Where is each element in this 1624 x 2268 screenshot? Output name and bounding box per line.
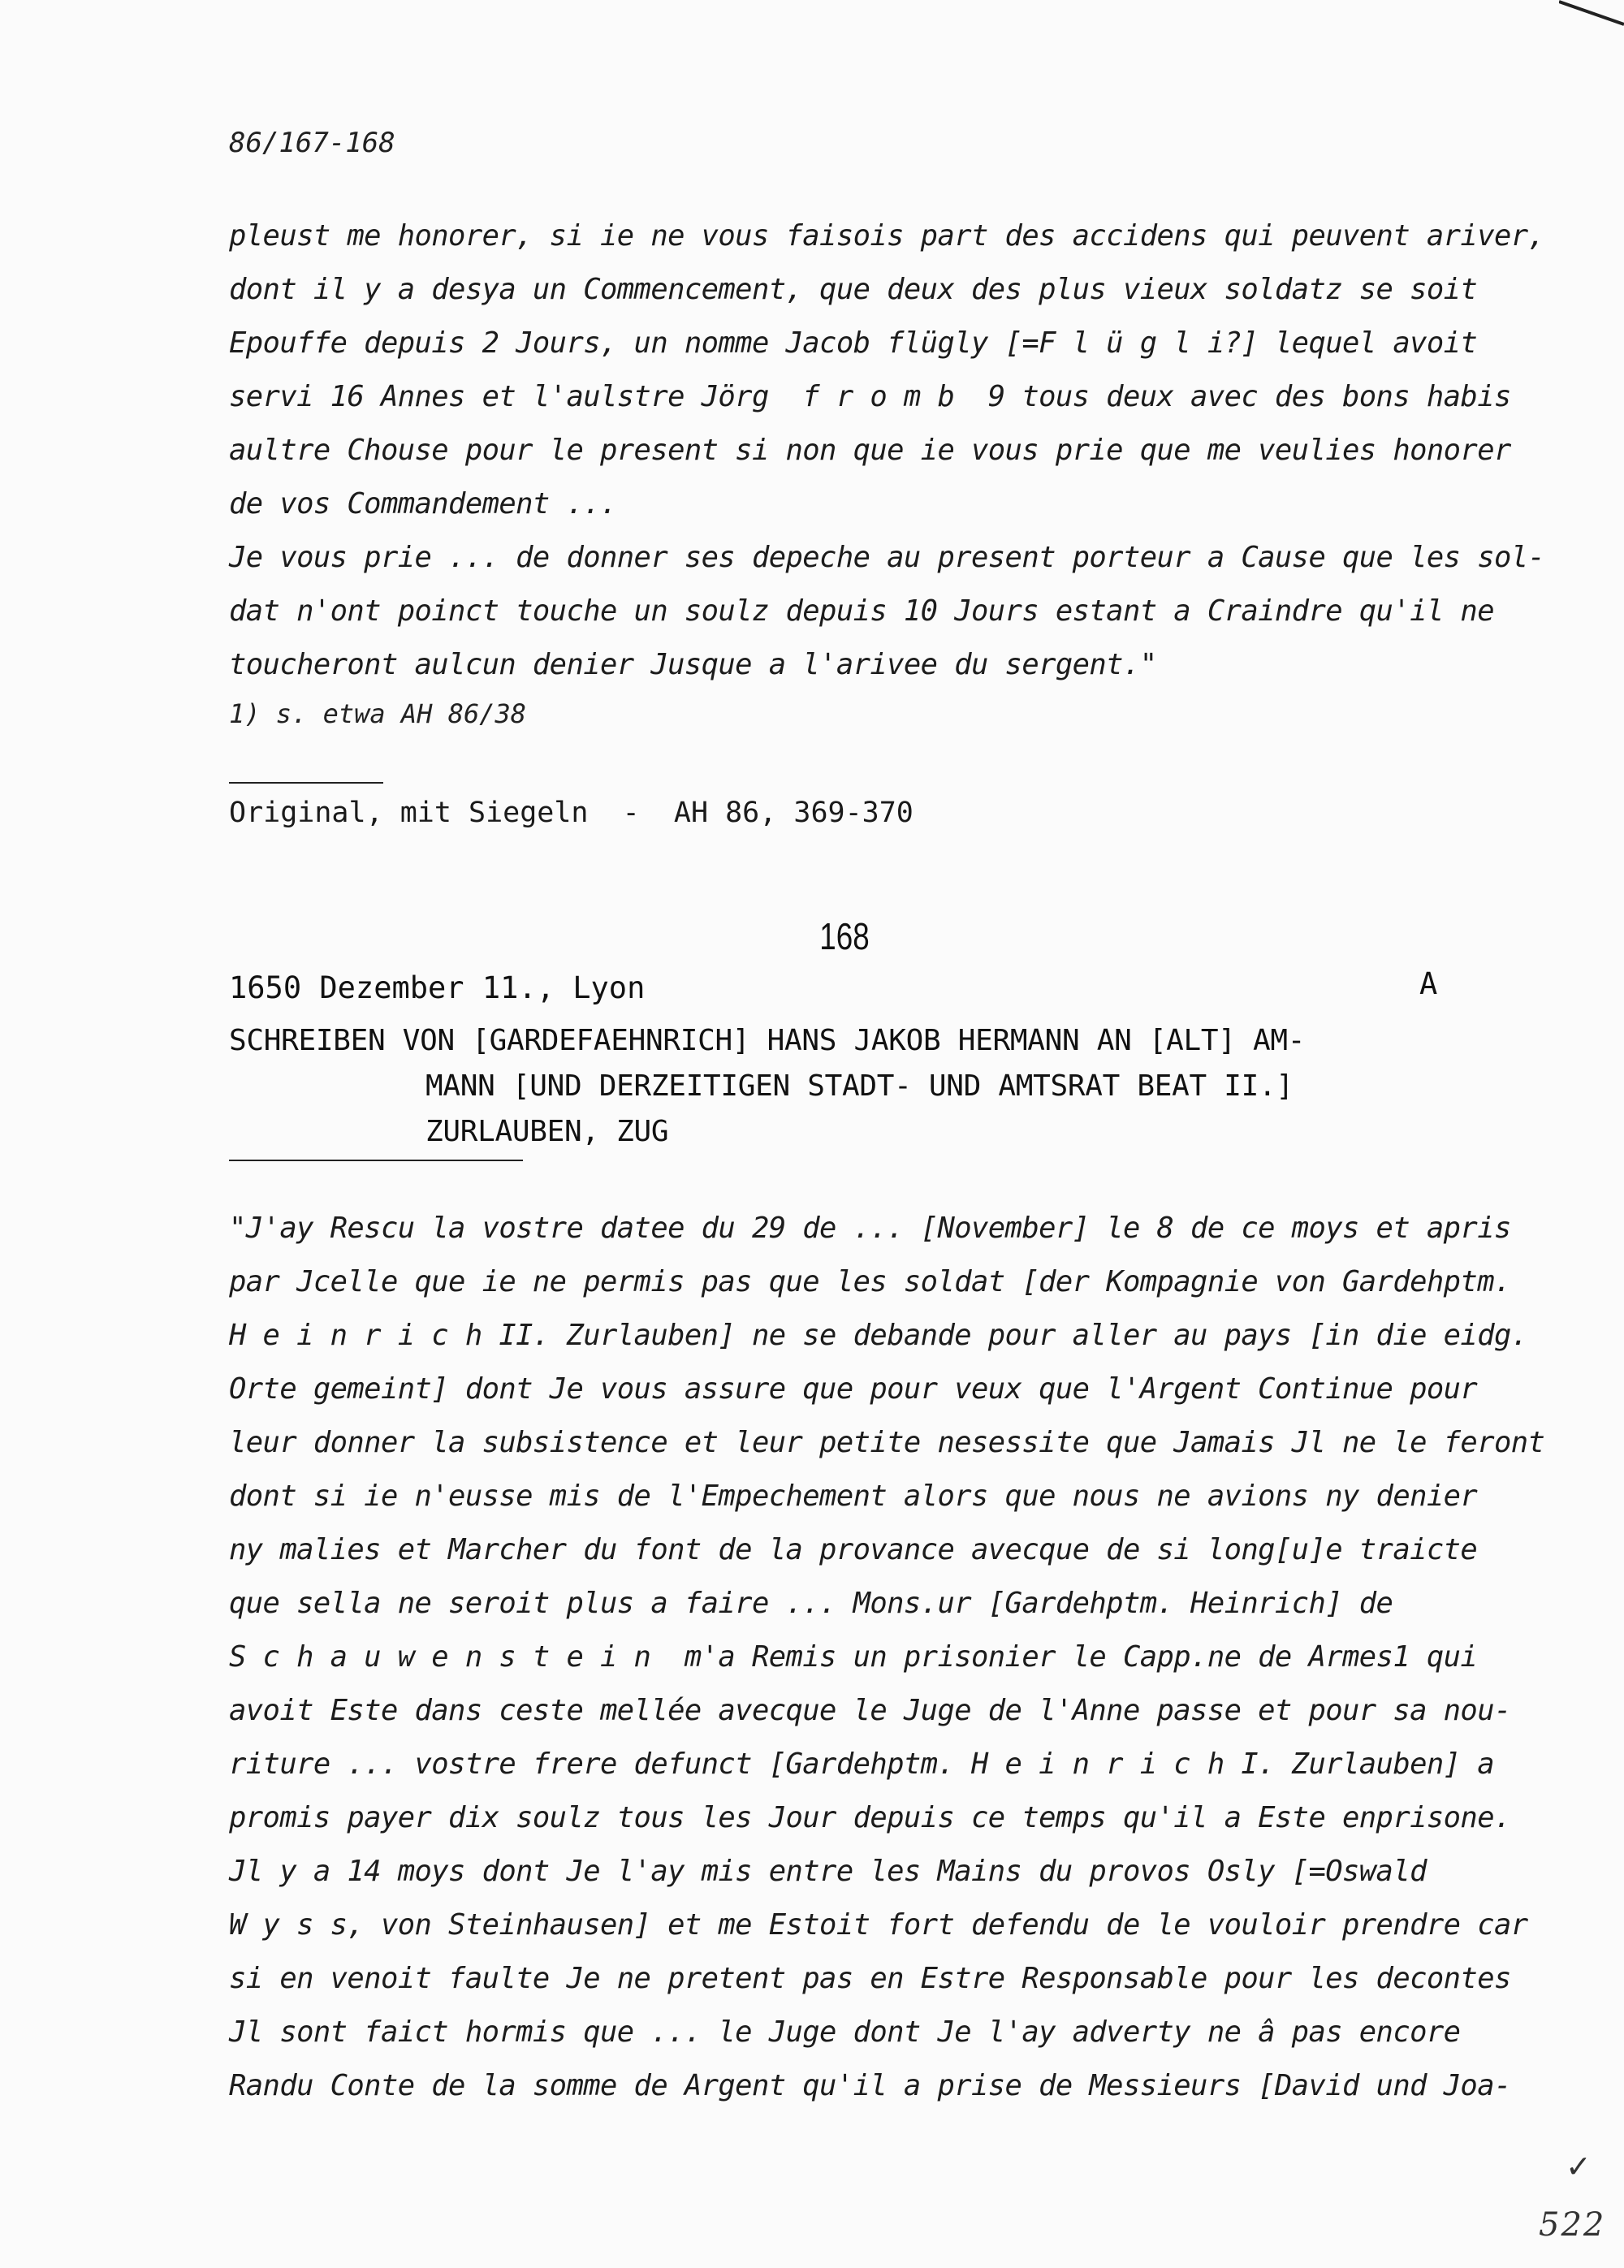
handwritten-check-mark: ✓: [1566, 2149, 1592, 2184]
quote-line: pleust me honorer, si ie ne vous faisois part des accidens qui peuvent ariver,: [229, 219, 1545, 253]
quote-line: par Jcelle que ie ne permis pas que les soldat [der Kompagnie von Gardehptm.: [229, 1265, 1511, 1298]
quote-line: Randu Conte de la somme de Argent qu'il a prise de Messieurs [David und Joa-: [229, 2069, 1511, 2102]
archive-reference: 86/167-168: [229, 127, 395, 159]
document-date-place: 1650 Dezember 11., Lyon: [229, 970, 646, 1005]
quote-line: W y s s, von Steinhausen] et me Estoit fort defendu de le vouloir prendre car: [229, 1908, 1528, 1942]
footnote: 1) s. etwa AH 86/38: [229, 698, 527, 729]
quote-line: promis payer dix soulz tous les Jour depuis ce temps qu'il a Este enprisone.: [229, 1801, 1511, 1834]
quote-line: toucheront aulcun denier Jusque a l'arivee du sergent.": [229, 648, 1157, 681]
quote-line: Jl y a 14 moys dont Je l'ay mis entre les Mains du provos Osly [=Oswald: [229, 1855, 1427, 1888]
handwritten-page-number: 522: [1539, 2206, 1606, 2244]
quote-line: dont si ie n'eusse mis de l'Empechement alors que nous ne avions ny denier: [229, 1480, 1478, 1513]
source-citation: Original, mit Siegeln - AH 86, 369-370: [229, 797, 914, 829]
quote-line: si en venoit faulte Je ne pretent pas en Estre Responsable pour les decontes: [229, 1962, 1511, 1995]
quote-line: Jl sont faict hormis que ... le Juge dont Je l'ay adverty ne â pas encore: [229, 2015, 1461, 2049]
quote-line: S c h a u w e n s t e i n m'a Remis un prisonier le Capp.ne de Armes1 qui: [229, 1640, 1478, 1674]
previous-letter-quote: [229, 210, 1545, 692]
document-heading: [229, 1018, 1544, 1155]
document-grade: A: [1419, 966, 1438, 1001]
quote-line: avoit Este dans ceste mellée avecque le Juge de l'Anne passe et pour sa nou-: [229, 1694, 1511, 1727]
divider-rule: [229, 782, 383, 784]
quote-line: leur donner la subsistence et leur petite nesessite que Jamais Jl ne le feront: [229, 1426, 1545, 1459]
quote-line: dat n'ont poinct touche un soulz depuis 10 Jours estant a Craindre qu'il ne: [229, 594, 1494, 628]
quote-line: riture ... vostre frere defunct [Gardehptm. H e i n r i c h I. Zurlauben] a: [229, 1747, 1494, 1781]
quote-line: dont il y a desya un Commencement, que deux des plus vieux soldatz se soit: [229, 273, 1478, 306]
quote-line: H e i n r i c h II. Zurlauben] ne se debande pour aller au pays [in die eidg.: [229, 1319, 1528, 1352]
quote-line: "J'ay Rescu la vostre datee du 29 de ... [November] le 8 de ce moys et apris: [229, 1212, 1511, 1245]
quote-line: Epouffe depuis 2 Jours, un nomme Jacob flügly [=F l ü g l i?] lequel avoit: [229, 326, 1478, 360]
quote-line: aultre Chouse pour le present si non que ie vous prie que me veulies honorer: [229, 434, 1511, 467]
heading-line: ZURLAUBEN, ZUG: [425, 1115, 669, 1148]
divider-rule: [229, 1160, 523, 1161]
quote-line: ny malies et Marcher du font de la provance avecque de si long[u]e traicte: [229, 1533, 1478, 1566]
quote-line: Orte gemeint] dont Je vous assure que pour veux que l'Argent Continue pour: [229, 1372, 1478, 1406]
document-number: 168: [819, 915, 870, 957]
quote-line: servi 16 Annes et l'aulstre Jörg f r o m b 9 tous deux avec des bons habis: [229, 380, 1511, 413]
quote-line: que sella ne seroit plus a faire ... Mons.ur [Gardehptm. Heinrich] de: [229, 1587, 1393, 1620]
letter-quote: [229, 1202, 1545, 2113]
quote-line: de vos Commandement ...: [229, 487, 617, 521]
scan-corner-mark: [1559, 0, 1624, 32]
heading-line: SCHREIBEN VON [GARDEFAEHNRICH] HANS JAKOB HERMANN AN [ALT] AM-: [229, 1024, 1306, 1057]
heading-line: MANN [UND DERZEITIGEN STADT- UND AMTSRAT BEAT II.]: [425, 1069, 1294, 1103]
quote-line: Je vous prie ... de donner ses depeche au present porteur a Cause que les sol-: [229, 541, 1545, 574]
